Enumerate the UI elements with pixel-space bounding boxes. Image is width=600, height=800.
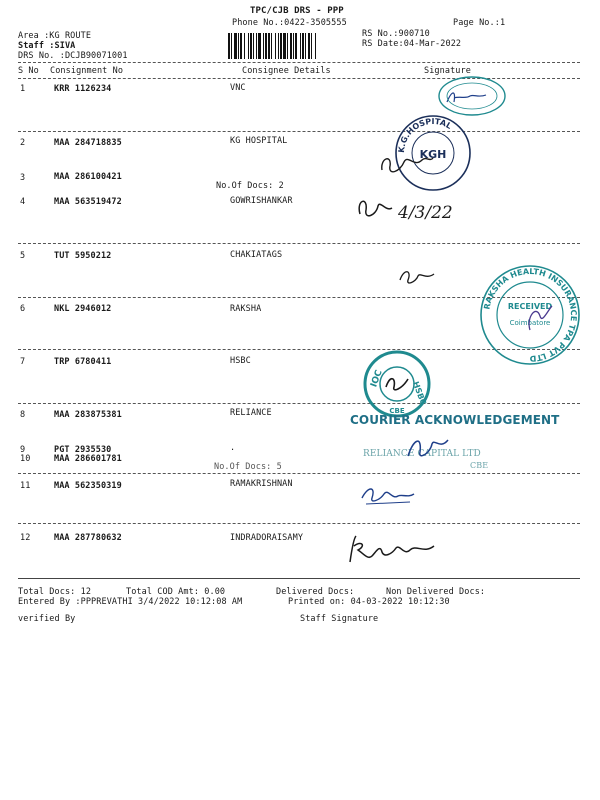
report-title: TPC/CJB DRS - PPP	[250, 6, 344, 16]
total-docs: Total Docs: 12	[18, 587, 92, 597]
signature-row-2	[378, 148, 436, 180]
phone-number: Phone No.:0422-3505555	[232, 18, 347, 28]
row-divider	[18, 473, 580, 474]
row-sno: 4	[20, 197, 26, 207]
row-sno: 7	[20, 357, 26, 367]
verified-by-label: verified By	[18, 614, 76, 624]
row-sno: 11	[20, 481, 31, 491]
row-consignment: MAA 283875381	[54, 410, 122, 420]
reliance-city-stamp: CBE	[470, 461, 489, 470]
delivered-docs: Delivered Docs:	[276, 587, 355, 597]
row-divider	[18, 523, 580, 524]
signature-row-6	[522, 300, 556, 336]
row-sno: 12	[20, 533, 31, 543]
entered-by: Entered By :PPPREVATHI 3/4/2022 10:12:08 AM	[18, 597, 243, 607]
raksha-stamp-center-text: RECEIVED	[507, 302, 553, 311]
row-consignment: PGT 2935530	[54, 445, 112, 455]
row-consignee: KG HOSPITAL	[230, 136, 288, 146]
row-consignee: .	[230, 443, 236, 453]
kg-stamp-center-text: KGH	[419, 148, 447, 161]
hsbc-stamp-bottom-text: CBE	[389, 407, 405, 415]
row-sno: 5	[20, 251, 26, 261]
signature-row-8	[404, 432, 452, 464]
row-doc-count: No.Of Docs: 5	[214, 462, 282, 472]
kg-stamp-top-text: K.G.HOSPITAL	[396, 116, 454, 154]
row-sno: 10	[20, 454, 31, 464]
non-delivered-docs: Non Delivered Docs:	[386, 587, 486, 597]
row-consignment: TUT 5950212	[54, 251, 112, 261]
row-consignment: MAA 562350319	[54, 481, 122, 491]
row-divider	[18, 131, 580, 132]
row-consignment: KRR 1126234	[54, 84, 112, 94]
row-consignee: VNC	[230, 83, 246, 93]
printed-on: Printed on: 04-03-2022 10:12:30	[288, 597, 450, 607]
rs-number: RS No.:900710	[362, 29, 430, 39]
column-header-sno: S No	[18, 66, 39, 76]
row-consignee: CHAKIATAGS	[230, 250, 283, 260]
row-sno: 8	[20, 410, 26, 420]
raksha-stamp-ring-text: RAKSHA HEALTH INSURANCE TPA PVT LTD	[482, 266, 579, 364]
footer-divider	[18, 578, 580, 579]
drs-number: DRS No. :DCJB90071001	[18, 51, 128, 61]
signature-date: 4/3/22	[398, 203, 453, 223]
row-consignment: MAA 287780632	[54, 533, 122, 543]
row-consignee: RAMAKRISHNAN	[230, 479, 293, 489]
signature-row-4	[352, 188, 462, 228]
page-number: Page No.:1	[453, 18, 506, 28]
hsbc-stamp	[362, 349, 432, 419]
row-sno: 3	[20, 173, 26, 183]
row-consignee: GOWRISHANKAR	[230, 196, 293, 206]
row-consignment: MAA 284718835	[54, 138, 122, 148]
row-consignee: RAKSHA	[230, 304, 262, 314]
area-label: Area :KG ROUTE	[18, 31, 92, 41]
row-consignee: INDRADORAISAMY	[230, 533, 304, 543]
row-consignment: MAA 286601781	[54, 454, 122, 464]
row-consignment: NKL 2946012	[54, 304, 112, 314]
row-consignee: RELIANCE	[230, 408, 272, 418]
divider	[18, 62, 580, 63]
row-doc-count: No.Of Docs: 2	[216, 181, 284, 191]
signature-row-12	[344, 532, 440, 568]
reliance-company-stamp: RELIANCE CAPITAL LTD	[363, 449, 481, 459]
row-sno: 2	[20, 138, 26, 148]
hsbc-stamp-right-text: HSBC	[410, 380, 428, 407]
row-consignment: TRP 6780411	[54, 357, 112, 367]
row-consignment: MAA 563519472	[54, 197, 122, 207]
courier-acknowledgement-stamp: COURIER ACKNOWLEDGEMENT	[350, 413, 560, 427]
row-divider	[18, 243, 580, 244]
column-header-consignment: Consignment No	[50, 66, 124, 76]
column-header-signature: Signature	[424, 66, 471, 76]
row-sno: 1	[20, 84, 26, 94]
rs-date: RS Date:04-Mar-2022	[362, 39, 462, 49]
row-consignment: MAA 286100421	[54, 172, 122, 182]
barcode	[228, 33, 358, 59]
row-sno: 6	[20, 304, 26, 314]
signature-row-5	[396, 264, 438, 288]
row-consignee: HSBC	[230, 356, 251, 366]
hsbc-stamp-left-text: IOC	[369, 368, 385, 389]
total-cod-amount: Total COD Amt: 0.00	[126, 587, 226, 597]
staff-signature-label: Staff Signature	[300, 614, 379, 624]
staff-label: Staff :SIVA	[18, 41, 76, 51]
row-divider	[18, 403, 580, 404]
raksha-stamp-city-text: Coimbatore	[509, 319, 551, 327]
row-sno: 9	[20, 445, 26, 455]
column-header-consignee: Consignee Details	[242, 66, 331, 76]
signature-row-11	[358, 480, 418, 510]
